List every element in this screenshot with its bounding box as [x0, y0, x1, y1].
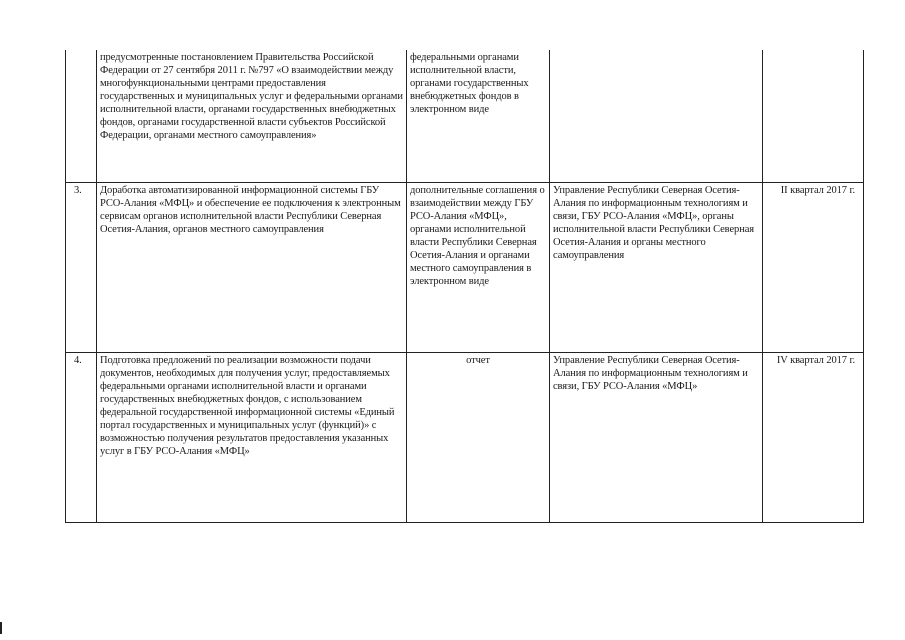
deadline-cell: IV квартал 2017 г.	[763, 352, 864, 522]
activity-cell: Доработка автоматизированной информационной системы ГБУ РСО-Алания «МФЦ» и обеспечение ее подключения к электронным сервисам органов исполнительной власти Республики Северная Осетия-Алания, органов местного самоуправления	[97, 182, 407, 352]
result-cell: федеральными органами исполнительной власти, органами государственных внебюджетных фондов в электронном виде	[407, 50, 550, 182]
row-number-cell: 3.	[66, 182, 97, 352]
table-row	[66, 182, 864, 352]
deadline-cell: II квартал 2017 г.	[763, 182, 864, 352]
table-row	[66, 50, 864, 182]
row-number-cell	[66, 50, 97, 182]
result-cell: отчет	[407, 352, 550, 522]
table-row	[66, 352, 864, 522]
activity-cell: предусмотренные постановлением Правительства Российской Федерации от 27 сентября 2011 г. №797 «О взаимодействии между многофункциональными центрами предоставления государственных и муниципальных услуг и федеральными органами исполнительной власти, органами государственных внебюджетных фондов, органами государственной власти субъектов Российской Федерации, органами местного самоуправления»	[97, 50, 407, 182]
plan-table	[65, 50, 864, 523]
responsible-cell: Управление Республики Северная Осетия-Алания по информационным технологиям и связи, ГБУ РСО-Алания «МФЦ»	[550, 352, 763, 522]
result-cell: дополнительные соглашения о взаимодействии между ГБУ РСО-Алания «МФЦ», органами исполнительной власти Республики Северная Осетия-Алания и органами местного самоуправления в электронном виде	[407, 182, 550, 352]
activity-cell: Подготовка предложений по реализации возможности подачи документов, необходимых для получения услуг, предоставляемых федеральными органами исполнительной власти и органами государственных внебюджетных фондов, с использованием федеральной государственной информационной системы «Единый портал государственных и муниципальных услуг (функций)» с возможностью получения результатов предоставления указанных услуг в ГБУ РСО-Алания «МФЦ»	[97, 352, 407, 522]
scan-edge-mark	[0, 622, 2, 634]
row-number-cell: 4.	[66, 352, 97, 522]
responsible-cell: Управление Республики Северная Осетия-Алания по информационным технологиям и связи, ГБУ РСО-Алания «МФЦ», органы исполнительной власти Республики Северная Осетия-Алания и органы местного самоуправления	[550, 182, 763, 352]
deadline-cell	[763, 50, 864, 182]
responsible-cell	[550, 50, 763, 182]
